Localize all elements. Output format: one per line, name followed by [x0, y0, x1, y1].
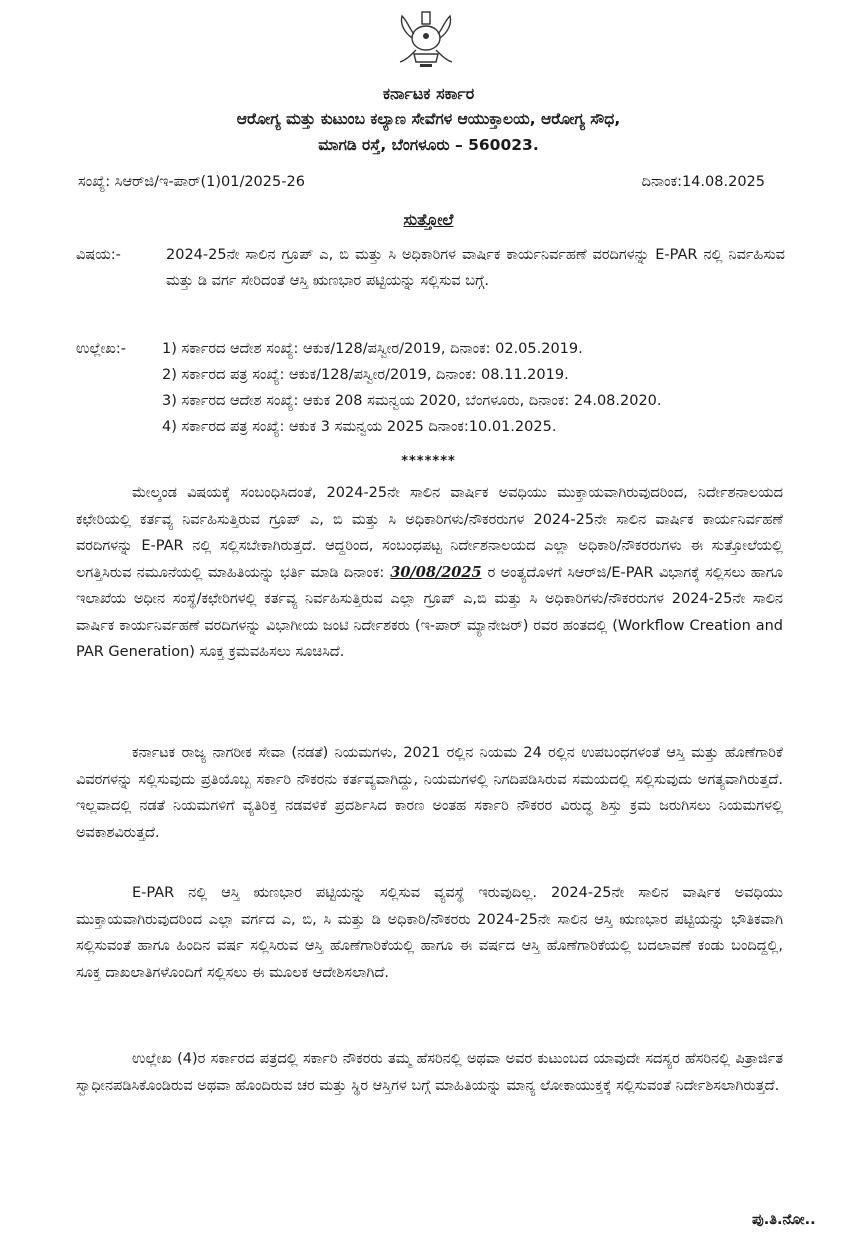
reference-row	[78, 174, 765, 190]
circular-title: ಸುತ್ತೋಲೆ	[403, 210, 454, 229]
department-address: ಮಾಗಡಿ ರಸ್ತೆ, ಬೆಂಗಳೂರು – 560023.	[318, 136, 539, 154]
paragraph-1-text-a: ಮೇಲ್ಕಂಡ ವಿಷಯಕ್ಕೆ ಸಂಬಂಧಿಸಿದಂತೆ, 2024-25ನೇ ಸಾಲಿನ ವಾರ್ಷಿಕ ಅವಧಿಯು ಮುಕ್ತಾಯವಾಗಿರುವುದರಿಂದ, ನಿರ್ದೇಶನಾಲಯದ ಕಛೇರಿಯಲ್ಲಿ ಕರ್ತವ್ಯ ನಿರ್ವಹಿಸುತ್ತಿರುವ ಗ್ರೂಪ್ ಎ, ಬಿ ಮತ್ತು ಸಿ ಅಧಿಕಾರಿಗಳು/ನೌಕರರುಗಳ 2024-25ನೇ ಸಾಲಿನ ವಾರ್ಷಿಕ ಕಾರ್ಯನಿರ್ವಹಣೆ ವರದಿಗಳನ್ನು E-PAR ನಲ್ಲಿ ಸಲ್ಲಿಸಬೇಕಾಗಿರುತ್ತದೆ. ಆದ್ದರಿಂದ, ಸಂಬಂಧಪಟ್ಟ ನಿರ್ದೇಶನಾಲಯದ ಎಲ್ಲಾ ಅಧಿಕಾರಿ/ನೌಕರರುಗಳು ಈ ಸುತ್ತೋಲೆಯಲ್ಲಿ ಲಗತ್ತಿಸಿರುವ ನಮೂನೆಯಲ್ಲಿ ಮಾಹಿತಿಯನ್ನು ಭರ್ತಿ ಮಾಡಿ ದಿನಾಂಕ:	[76, 485, 783, 581]
subject-text: 2024-25ನೇ ಸಾಲಿನ ಗ್ರೂಪ್ ಎ, ಬಿ ಮತ್ತು ಸಿ ಅಧಿಕಾರಿಗಳ ವಾರ್ಷಿಕ ಕಾರ್ಯನಿರ್ವಹಣೆ ವರದಿಗಳನ್ನು E-PAR ನಲ್ಲಿ ನಿರ್ವಹಿಸುವ ಮತ್ತು ಡಿ ವರ್ಗ ಸೇರಿದಂತೆ ಆಸ್ತಿ ಋಣಭಾರ ಪಟ್ಟಿಯನ್ನು ಸಲ್ಲಿಸುವ ಬಗ್ಗೆ.	[166, 247, 785, 289]
subject-label: ವಿಷಯ:-	[76, 247, 121, 263]
government-name: ಕರ್ನಾಟಕ ಸರ್ಕಾರ	[382, 84, 475, 103]
handwritten-date: 30/08/2025	[390, 563, 482, 581]
reference-item: 4) ಸರ್ಕಾರದ ಪತ್ರ ಸಂಖ್ಯೆ: ಆಕುಕ 3 ಸಮನ್ವಯ 2025 ದಿನಾಂಕ:10.01.2025.	[162, 419, 557, 435]
paragraph-1-text-b: ರ ಅಂತ್ಯದೊಳಗೆ ಸಿಆರ್‌ಜಿ/E-PAR ವಿಭಾಗಕ್ಕೆ ಸಲ್ಲಿಸಲು ಹಾಗೂ ಇಲಾಖೆಯ ಅಧೀನ ಸಂಸ್ಥೆ/ಕಛೇರಿಗಳಲ್ಲಿ ಕರ್ತವ್ಯ ನಿರ್ವಹಿಸುತ್ತಿರುವ ಎಲ್ಲಾ ಗ್ರೂಪ್ ಎ,ಬಿ ಮತ್ತು ಸಿ ಅಧಿಕಾರಿಗಳು/ನೌಕರರುಗಳ 2024-25ನೇ ಸಾಲಿನ ವಾರ್ಷಿಕ ಕಾರ್ಯನಿರ್ವಹಣೆ ವರದಿಗಳನ್ನು ವಿಭಾಗೀಯ ಜಂಟಿ ನಿರ್ದೇಶಕರು (ಇ-ಪಾರ್ ಮ್ಯಾನೇಜರ್) ರವರ ಹಂತದಲ್ಲಿ (Workflow Creation and PAR Generation) ಸೂಕ್ತ ಕ್ರಮವಹಿಸಲು ಸೂಚಿಸಿದೆ.	[76, 564, 783, 660]
paragraph-3: E-PAR ನಲ್ಲಿ ಆಸ್ತಿ ಋಣಭಾರ ಪಟ್ಟಿಯನ್ನು ಸಲ್ಲಿಸುವ ವ್ಯವಸ್ಥೆ ಇರುವುದಿಲ್ಲ. 2024-25ನೇ ಸಾಲಿನ ವಾರ್ಷಿಕ ಅವಧಿಯು ಮುಕ್ತಾಯವಾಗಿರುವುದರಿಂದ ಎಲ್ಲಾ ವರ್ಗದ ಎ, ಬಿ, ಸಿ ಮತ್ತು ಡಿ ಅಧಿಕಾರಿ/ನೌಕರರು 2024-25ನೇ ಸಾಲಿನ ಆಸ್ತಿ ಋಣಭಾರ ಪಟ್ಟಿಯನ್ನು ಭೌತಿಕವಾಗಿ ಸಲ್ಲಿಸುವಂತೆ ಹಾಗೂ ಹಿಂದಿನ ವರ್ಷ ಸಲ್ಲಿಸಿರುವ ಆಸ್ತಿ ಹೊಣೆಗಾರಿಕೆಯಲ್ಲಿ ಹಾಗೂ ಈ ವರ್ಷದ ಆಸ್ತಿ ಹೊಣೆಗಾರಿಕೆಯಲ್ಲಿ ಬದಲಾವಣೆ ಕಂಡು ಬಂದಿದ್ದಲ್ಲಿ, ಸೂಕ್ತ ದಾಖಲಾತಿಗಳೊಂದಿಗೆ ಸಲ್ಲಿಸಲು ಈ ಮೂಲಕ ಆದೇಶಿಸಲಾಗಿದೆ.	[76, 885, 783, 981]
paragraph-2: ಕರ್ನಾಟಕ ರಾಜ್ಯ ನಾಗರೀಕ ಸೇವಾ (ನಡತೆ) ನಿಯಮಗಳು, 2021 ರಲ್ಲಿನ ನಿಯಮ 24 ರಲ್ಲಿನ ಉಪಬಂಧಗಳಂತೆ ಆಸ್ತಿ ಮತ್ತು ಹೊಣೆಗಾರಿಕೆ ವಿವರಗಳನ್ನು ಸಲ್ಲಿಸುವುದು ಪ್ರತಿಯೊಬ್ಬ ಸರ್ಕಾರಿ ನೌಕರನು ಕರ್ತವ್ಯವಾಗಿದ್ದು, ನಿಯಮಗಳಲ್ಲಿ ನಿಗದಿಪಡಿಸಿರುವ ಸಮಯದಲ್ಲಿ ಸಲ್ಲಿಸುವುದು ಅಗತ್ಯವಾಗಿರುತ್ತದೆ. ಇಲ್ಲವಾದಲ್ಲಿ ನಡತೆ ನಿಯಮಗಳಿಗೆ ವ್ಯತಿರಿಕ್ತ ನಡವಳಿಕೆ ಪ್ರದರ್ಶಿಸಿದ ಕಾರಣ ಅಂತಹ ಸರ್ಕಾರಿ ನೌಕರರ ವಿರುದ್ಧ ಶಿಸ್ತು ಕ್ರಮ ಜರುಗಿಸಲು ನಿಯಮಗಳಲ್ಲಿ ಅವಕಾಶವಿರುತ್ತದೆ.	[76, 745, 783, 841]
reference-item: 3) ಸರ್ಕಾರದ ಆದೇಶ ಸಂಖ್ಯೆ: ಆಕುಕ 208 ಸಮನ್ವಯ 2020, ಬೆಂಗಳೂರು, ದಿನಾಂಕ: 24.08.2020.	[162, 393, 662, 409]
reference-item: 2) ಸರ್ಕಾರದ ಪತ್ರ ಸಂಖ್ಯೆ: ಆಕುಕ/128/ಪಸ್ವೀರ/2019, ದಿನಾಂಕ: 08.11.2019.	[162, 367, 569, 383]
circular-date: ದಿನಾಂಕ:14.08.2025	[641, 174, 765, 190]
government-emblem-icon	[386, 8, 466, 70]
references-list	[162, 336, 662, 440]
references-block	[76, 336, 785, 440]
paragraph-4: ಉಲ್ಲೇಖ (4)ರ ಸರ್ಕಾರದ ಪತ್ರದಲ್ಲಿ ಸರ್ಕಾರಿ ನೌಕರರು ತಮ್ಮ ಹೆಸರಿನಲ್ಲಿ ಅಥವಾ ಅವರ ಕುಟುಂಬದ ಯಾವುದೇ ಸದಸ್ಯರ ಹೆಸರಿನಲ್ಲಿ ಪಿತ್ರಾರ್ಜಿತ ಸ್ವಾಧೀನಪಡಿಸಿಕೊಂಡಿರುವ ಅಥವಾ ಹೊಂದಿರುವ ಚರ ಮತ್ತು ಸ್ಥಿರ ಆಸ್ತಿಗಳ ಬಗ್ಗೆ ಮಾಹಿತಿಯನ್ನು ಮಾನ್ಯ ಲೋಕಾಯುಕ್ತಕ್ಕೆ ಸಲ್ಲಿಸುವಂತೆ ನಿರ್ದೇಶಿಸಲಾಗಿರುತ್ತದೆ.	[76, 1051, 783, 1094]
reference-number: ಸಂಖ್ಯೆ: ಸಿಆರ್‌ಜಿ/ಇ-ಪಾರ್(1)01/2025-26	[78, 174, 305, 190]
separator: *******	[401, 454, 456, 469]
subject-block	[76, 242, 785, 294]
references-label: ಉಲ್ಲೇಖ:-	[76, 341, 126, 357]
department-name: ಆರೋಗ್ಯ ಮತ್ತು ಕುಟುಂಬ ಕಲ್ಯಾಣ ಸೇವೆಗಳ ಆಯುಕ್ತಾಲಯ, ಆರೋಗ್ಯ ಸೌಧ,	[236, 110, 621, 128]
paragraph-1	[76, 480, 783, 666]
reference-item: 1) ಸರ್ಕಾರದ ಆದೇಶ ಸಂಖ್ಯೆ: ಆಕುಕ/128/ಪಸ್ವೀರ/2019, ದಿನಾಂಕ: 02.05.2019.	[162, 341, 583, 357]
please-turn-over: ಪು.ತಿ.ನೋ..	[752, 1212, 816, 1228]
